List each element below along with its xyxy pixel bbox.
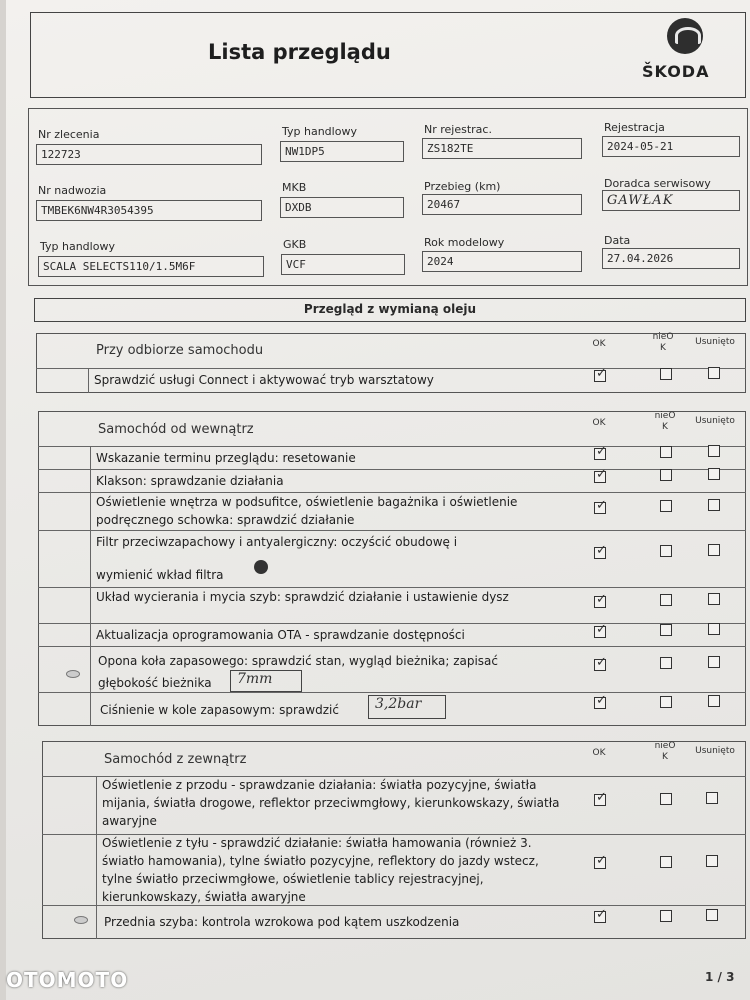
check-item-text: Ciśnienie w kole zapasowym: sprawdzić	[100, 703, 339, 717]
check-item-text: Oświetlenie z tyłu - sprawdzić działanie: światła hamowania (również 3. światło hamowania), tylne światło pozycyjne, reflektory do jazdy wstecz, tylne światło przeciwmgłowe, oświetlenie tablicy rejestracyjnej, kierunkowskazy, światła awaryjne	[102, 836, 539, 904]
skoda-logo-icon	[667, 18, 703, 54]
removed-checkbox[interactable]	[708, 499, 720, 511]
removed-checkbox[interactable]	[706, 792, 718, 804]
gkb-value: VCF	[281, 254, 405, 275]
section-pickup-title: Przy odbiorze samochodu	[96, 343, 264, 358]
removed-checkbox[interactable]	[708, 593, 720, 605]
not-ok-checkbox[interactable]	[660, 368, 672, 380]
ok-checkbox[interactable]	[594, 697, 606, 709]
model-name-label: Typ handlowy	[40, 240, 115, 253]
section-interior-title: Samochód od wewnątrz	[98, 422, 254, 437]
check-item-text: Oświetlenie wnętrza w podsufitce, oświetlenie bagażnika i oświetlenie podręcznego schowka: sprawdzić działanie	[96, 495, 518, 527]
gkb-label: GKB	[283, 238, 307, 251]
not-ok-checkbox[interactable]	[660, 657, 672, 669]
spare-pressure-handwritten: 3,2bar	[368, 695, 446, 719]
mkb-label: MKB	[282, 181, 307, 194]
col-not-ok-header: nieO K	[652, 332, 674, 353]
removed-checkbox[interactable]	[706, 909, 718, 921]
removed-checkbox[interactable]	[708, 468, 720, 480]
row-indent-line	[90, 446, 91, 726]
row-divider	[38, 469, 746, 470]
check-item-text-continued: głębokość bieżnika	[98, 676, 212, 690]
col-ok-header: OK	[592, 748, 606, 758]
not-ok-checkbox[interactable]	[660, 910, 672, 922]
ok-checkbox[interactable]	[594, 911, 606, 923]
page-number: 1 / 3	[705, 970, 735, 984]
removed-checkbox[interactable]	[708, 544, 720, 556]
row-divider	[38, 530, 746, 531]
col-ok-header: OK	[592, 418, 606, 428]
col-not-ok-header: nieO K	[654, 411, 676, 432]
row-divider	[42, 905, 746, 906]
row-divider	[38, 692, 746, 693]
check-item-text-continued: wymienić wkład filtra	[96, 568, 224, 582]
removed-checkbox[interactable]	[708, 695, 720, 707]
col-removed-header: Usunięto	[695, 746, 735, 756]
removed-checkbox[interactable]	[708, 367, 720, 379]
section-exterior-title: Samochód z zewnątrz	[104, 752, 247, 767]
not-ok-checkbox[interactable]	[660, 500, 672, 512]
ok-checkbox[interactable]	[594, 370, 606, 382]
brand-name: ŠKODA	[642, 62, 710, 81]
ok-checkbox[interactable]	[594, 471, 606, 483]
col-removed-header: Usunięto	[695, 416, 735, 426]
mileage-label: Przebieg (km)	[424, 180, 501, 193]
col-removed-header: Usunięto	[695, 337, 735, 347]
check-item-text: Sprawdzić usługi Connect i aktywować tryb warsztatowy	[94, 373, 434, 387]
ok-checkbox[interactable]	[594, 448, 606, 460]
ok-checkbox[interactable]	[594, 502, 606, 514]
inspection-type-title: Przegląd z wymianą oleju	[34, 298, 746, 322]
not-ok-checkbox[interactable]	[660, 469, 672, 481]
ink-dot-mark	[254, 560, 268, 574]
row-divider	[36, 368, 746, 369]
row-indent-line	[96, 776, 97, 939]
removed-checkbox[interactable]	[706, 855, 718, 867]
page-title: Lista przeglądu	[208, 40, 391, 64]
row-indent-line	[88, 368, 89, 393]
order-no-label: Nr zlecenia	[38, 128, 100, 141]
ok-checkbox[interactable]	[594, 626, 606, 638]
check-item-text: Oświetlenie z przodu - sprawdzanie działania: światła pozycyjne, światła mijania, światła drogowe, reflektor przeciwmgłowy, kierunkowskazy, światła awaryjne	[102, 778, 560, 828]
check-item-text: Aktualizacja oprogramowania OTA - sprawdzanie dostępności	[96, 628, 465, 642]
date-label: Data	[604, 234, 631, 247]
not-ok-checkbox[interactable]	[660, 545, 672, 557]
vin-value: TMBEK6NW4R3054395	[36, 200, 262, 221]
not-ok-checkbox[interactable]	[660, 446, 672, 458]
removed-checkbox[interactable]	[708, 623, 720, 635]
col-not-ok-header: nieO K	[654, 741, 676, 762]
not-ok-checkbox[interactable]	[660, 696, 672, 708]
registration-date-label: Rejestracja	[604, 121, 665, 134]
mileage-value: 20467	[422, 194, 582, 215]
order-no-value: 122723	[36, 144, 262, 165]
check-item-text: Wskazanie terminu przeglądu: resetowanie	[96, 451, 356, 465]
model-code-value: NW1DP5	[280, 141, 404, 162]
eye-icon	[74, 916, 88, 924]
check-item-text: Filtr przeciwzapachowy i antyalergiczny: oczyścić obudowę i	[96, 535, 458, 549]
model-year-label: Rok modelowy	[424, 236, 505, 249]
registration-no-label: Nr rejestrac.	[424, 123, 492, 136]
advisor-signature: GAWŁAK	[602, 190, 740, 211]
registration-no-value: ZS182TE	[422, 138, 582, 159]
ok-checkbox[interactable]	[594, 596, 606, 608]
check-item-text: Przednia szyba: kontrola wzrokowa pod kątem uszkodzenia	[104, 915, 460, 929]
registration-date-value: 2024-05-21	[602, 136, 740, 157]
not-ok-checkbox[interactable]	[660, 624, 672, 636]
date-value: 27.04.2026	[602, 248, 740, 269]
row-divider	[38, 446, 746, 447]
ok-checkbox[interactable]	[594, 659, 606, 671]
check-item-text: Opona koła zapasowego: sprawdzić stan, wygląd bieżnika; zapisać	[98, 654, 499, 668]
ok-checkbox[interactable]	[594, 794, 606, 806]
eye-icon	[66, 670, 80, 678]
tread-depth-handwritten: 7mm	[230, 670, 302, 692]
not-ok-checkbox[interactable]	[660, 594, 672, 606]
watermark: OTOMOTO	[6, 968, 129, 992]
not-ok-checkbox[interactable]	[660, 793, 672, 805]
check-item-text: Klakson: sprawdzanie działania	[96, 474, 284, 488]
advisor-label: Doradca serwisowy	[604, 177, 711, 190]
col-ok-header: OK	[592, 339, 606, 349]
ok-checkbox[interactable]	[594, 857, 606, 869]
model-year-value: 2024	[422, 251, 582, 272]
removed-checkbox[interactable]	[708, 656, 720, 668]
row-divider	[38, 646, 746, 647]
row-divider	[38, 623, 746, 624]
not-ok-checkbox[interactable]	[660, 856, 672, 868]
ok-checkbox[interactable]	[594, 547, 606, 559]
check-item-text: Układ wycierania i mycia szyb: sprawdzić działanie i ustawienie dysz	[96, 590, 509, 604]
model-name-value: SCALA SELECTS110/1.5M6F	[38, 256, 264, 277]
model-code-label: Typ handlowy	[282, 125, 357, 138]
vin-label: Nr nadwozia	[38, 184, 107, 197]
mkb-value: DXDB	[280, 197, 404, 218]
removed-checkbox[interactable]	[708, 445, 720, 457]
